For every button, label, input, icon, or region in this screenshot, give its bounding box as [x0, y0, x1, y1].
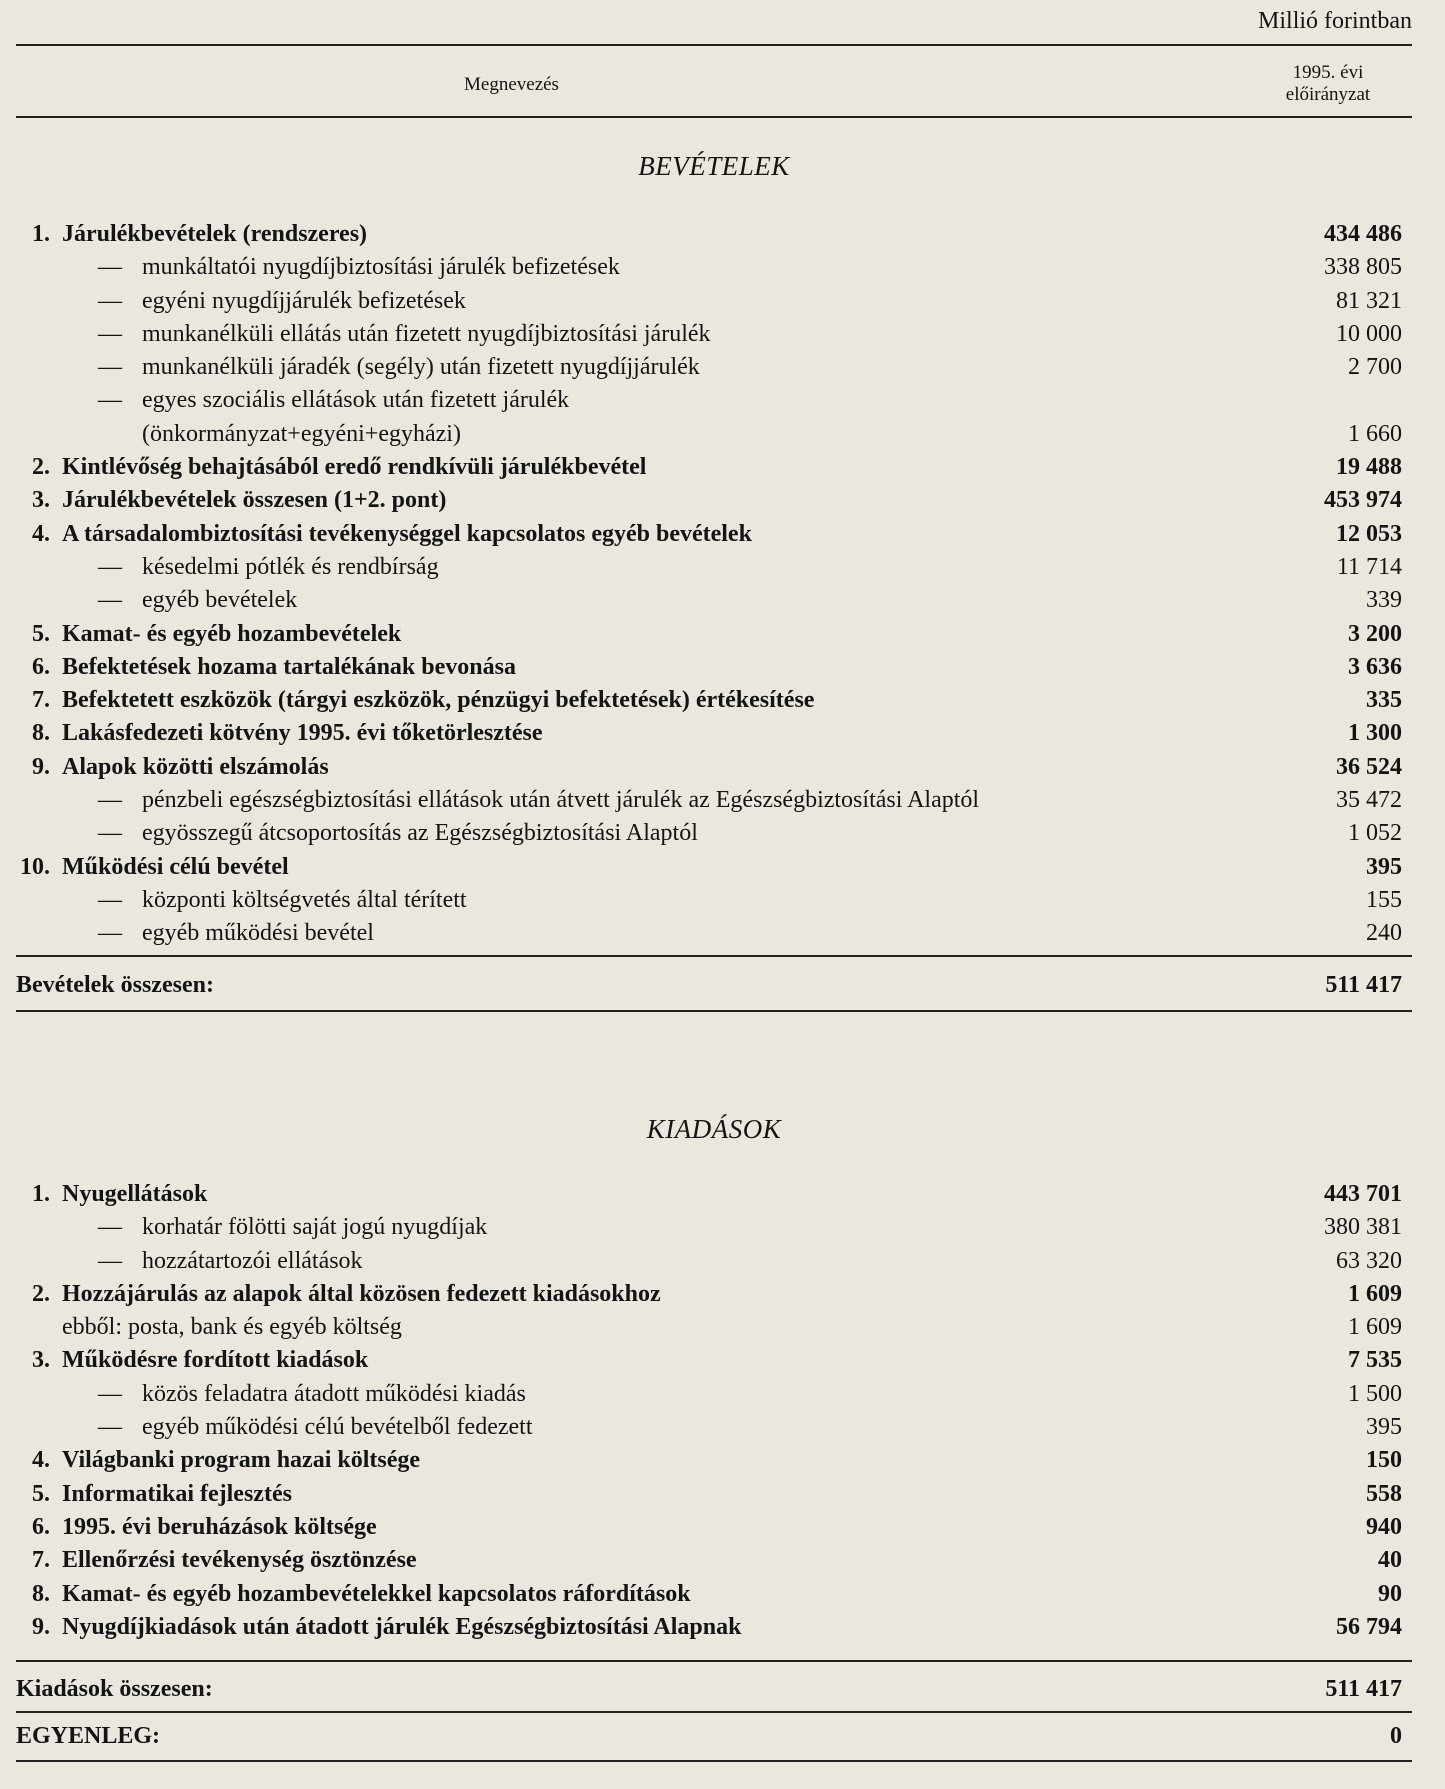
revenue-total-value: 511 417 [1325, 972, 1402, 998]
row-value: 3 636 [1348, 653, 1402, 680]
dash-marker: — [98, 886, 122, 913]
dash-marker: — [98, 820, 122, 847]
row-value: 940 [1366, 1513, 1402, 1540]
dash-marker: — [98, 387, 122, 414]
row-value: 380 381 [1324, 1214, 1402, 1241]
row-number: 6. [32, 653, 50, 680]
expenditure-total-value: 511 417 [1325, 1676, 1402, 1702]
row-value: 81 321 [1336, 287, 1402, 314]
row-number [16, 917, 50, 950]
dash-marker: — [98, 920, 122, 947]
row-label [50, 684, 1412, 717]
table-row [16, 584, 1412, 617]
section-title-expenditures: KIADÁSOK [646, 1114, 782, 1144]
row-number: 6. [32, 1513, 50, 1540]
row-value: 12 053 [1336, 520, 1402, 547]
row-number: 3. [32, 1347, 50, 1374]
row-label-text: Alapok közötti elszámolás [62, 753, 329, 780]
row-number: 7. [32, 687, 50, 714]
row-value: 395 [1366, 1414, 1402, 1441]
row-label-text: Hozzájárulás az alapok által közösen fedezett kiadásokhoz [62, 1280, 661, 1307]
table-row [16, 1245, 1412, 1278]
row-label [50, 1511, 1412, 1544]
row-label-text: egyes szociális ellátások után fizetett járulék [142, 387, 570, 414]
row-label-text: Működési célú bevétel [62, 853, 289, 880]
row-value: 7 535 [1348, 1347, 1402, 1374]
row-label-text: munkanélküli ellátás után fizetett nyugdíjbiztosítási járulék [142, 320, 711, 347]
table-row [16, 1211, 1412, 1244]
row-label [50, 1211, 1412, 1244]
row-label-text: hozzátartozói ellátások [142, 1247, 363, 1274]
row-label [50, 717, 1412, 750]
row-label [50, 817, 1412, 850]
row-number: 3. [32, 487, 50, 514]
row-label-text: munkanélküli járadék (segély) után fizetett nyugdíjjárulék [142, 354, 700, 381]
row-number [16, 1411, 50, 1444]
row-value: 150 [1366, 1447, 1402, 1474]
table-row [16, 1311, 1412, 1344]
row-value: 10 000 [1336, 320, 1402, 347]
row-number [16, 817, 50, 850]
row-value: 240 [1366, 920, 1402, 947]
table-row [16, 318, 1412, 351]
table-row [16, 1578, 1412, 1611]
row-number: 5. [32, 620, 50, 647]
dash-marker: — [98, 553, 122, 580]
row-value: 35 472 [1336, 787, 1402, 814]
row-number [16, 884, 50, 917]
table-row [16, 1178, 1412, 1211]
revenue-total-row [16, 969, 1412, 1001]
expenditure-total-row [16, 1673, 1412, 1705]
row-label [50, 1344, 1412, 1377]
row-value: 155 [1366, 886, 1402, 913]
dash-marker: — [98, 1247, 122, 1274]
row-number [16, 318, 50, 351]
dash-marker: — [98, 354, 122, 381]
revenue-total-bottom-rule [16, 1010, 1412, 1012]
row-value: 453 974 [1324, 487, 1402, 514]
row-label [50, 1311, 1412, 1344]
row-number [16, 784, 50, 817]
column-header-value [1268, 62, 1388, 106]
row-label [50, 1444, 1412, 1477]
table-row [16, 484, 1412, 517]
row-label [50, 451, 1412, 484]
row-value: 90 [1378, 1580, 1402, 1607]
row-label [50, 1278, 1412, 1311]
row-label-text: korhatár fölötti saját jogú nyugdíjak [142, 1214, 488, 1241]
row-label [50, 251, 1412, 284]
row-label-text: Járulékbevételek összesen (1+2. pont) [62, 487, 447, 514]
row-value: 63 320 [1336, 1247, 1402, 1274]
row-value: 1 609 [1348, 1280, 1402, 1307]
table-row [16, 351, 1412, 384]
row-label [50, 851, 1412, 884]
table-row [16, 384, 1412, 417]
row-label-text: egyéb bevételek [142, 587, 298, 614]
row-label [50, 518, 1412, 551]
row-label-text: munkáltatói nyugdíjbiztosítási járulék befizetések [142, 254, 620, 281]
row-value: 434 486 [1324, 221, 1402, 247]
dash-marker: — [98, 287, 122, 314]
row-label-text: központi költségvetés által térített [142, 886, 467, 913]
revenue-total-label: Bevételek összesen: [16, 972, 214, 998]
row-number: 4. [32, 1447, 50, 1474]
row-number [16, 251, 50, 284]
balance-value: 0 [1390, 1723, 1402, 1749]
row-label [50, 1578, 1412, 1611]
balance-bottom-rule [16, 1760, 1412, 1762]
dash-marker: — [98, 254, 122, 281]
row-number: 1. [32, 221, 50, 247]
row-label [50, 618, 1412, 651]
row-value: 2 700 [1348, 354, 1402, 381]
row-label-text: Kamat- és egyéb hozambevételek [62, 620, 402, 647]
row-label [50, 1378, 1412, 1411]
row-label-text: Világbanki program hazai költsége [62, 1447, 421, 1474]
dash-marker: — [98, 1414, 122, 1441]
row-label [50, 1611, 1412, 1644]
expenditure-total-bottom-rule [16, 1711, 1412, 1713]
row-label-text: közös feladatra átadott működési kiadás [142, 1380, 526, 1407]
row-value: 1 500 [1348, 1380, 1402, 1407]
row-value: 1 609 [1348, 1314, 1402, 1341]
table-row [16, 418, 1412, 451]
table-row [16, 218, 1412, 251]
row-label-text: Nyugdíjkiadások után átadott járulék Egészségbiztosítási Alapnak [62, 1613, 742, 1640]
row-label [50, 218, 1412, 251]
row-number: 4. [32, 520, 50, 547]
expenditure-total-label: Kiadások összesen: [16, 1676, 213, 1702]
row-label-text: egyösszegű átcsoportosítás az Egészségbiztosítási Alaptól [142, 820, 698, 847]
row-label [50, 384, 1412, 417]
row-number: 5. [32, 1480, 50, 1507]
row-value: 11 714 [1336, 553, 1402, 580]
balance-label: EGYENLEG: [16, 1723, 161, 1749]
row-label-text: egyéni nyugdíjjárulék befizetések [142, 287, 466, 314]
table-row [16, 1344, 1412, 1377]
row-value: 395 [1366, 853, 1402, 880]
table-row [16, 618, 1412, 651]
row-label-text: (önkormányzat+egyéni+egyházi) [142, 420, 461, 447]
column-header-line1: 1995. évi [1292, 62, 1364, 83]
table-row [16, 251, 1412, 284]
column-header-line2: előirányzat [1285, 84, 1371, 105]
row-number: 10. [20, 853, 50, 880]
row-value: 1 300 [1348, 720, 1402, 747]
expenditure-total-top-rule [16, 1660, 1412, 1662]
row-value: 19 488 [1336, 454, 1402, 481]
table-row [16, 684, 1412, 717]
row-label [50, 751, 1412, 784]
balance-row [16, 1720, 1412, 1752]
dash-marker: — [98, 320, 122, 347]
row-label-text: Nyugellátások [62, 1181, 208, 1207]
row-label [50, 1178, 1412, 1211]
table-row [16, 285, 1412, 318]
row-number [16, 1211, 50, 1244]
row-number: 8. [32, 720, 50, 747]
column-header-name: Megnevezés [464, 74, 559, 95]
row-label-text: ebből: posta, bank és egyéb költség [62, 1314, 402, 1341]
row-label-text: Befektetések hozama tartalékának bevonása [62, 653, 516, 680]
row-number: 2. [32, 454, 50, 481]
row-value: 558 [1366, 1480, 1402, 1507]
row-label-text: Járulékbevételek (rendszeres) [62, 221, 368, 247]
row-label [50, 484, 1412, 517]
table-row [16, 451, 1412, 484]
table-row [16, 1511, 1412, 1544]
row-label-text: Lakásfedezeti kötvény 1995. évi tőketörlesztése [62, 720, 543, 747]
row-label [50, 351, 1412, 384]
table-row [16, 518, 1412, 551]
row-number [16, 551, 50, 584]
row-value: 36 524 [1336, 753, 1402, 780]
header-rule [16, 116, 1412, 118]
table-row [16, 884, 1412, 917]
row-number [16, 285, 50, 318]
dash-marker: — [98, 787, 122, 814]
row-number [16, 351, 50, 384]
row-number [16, 384, 50, 417]
table-row [16, 717, 1412, 750]
row-number: 9. [32, 1613, 50, 1640]
row-label-text: Kamat- és egyéb hozambevételekkel kapcsolatos ráfordítások [62, 1580, 691, 1607]
expenditure-rows [16, 1178, 1412, 1644]
row-label [50, 917, 1412, 950]
table-row [16, 1611, 1412, 1644]
row-label [50, 1544, 1412, 1577]
section-title-revenues: BEVÉTELEK [638, 151, 790, 181]
row-value: 443 701 [1324, 1181, 1402, 1207]
row-label-text: pénzbeli egészségbiztosítási ellátások után átvett járulék az Egészségbiztosítási Alaptól [142, 787, 980, 814]
dash-marker: — [98, 1214, 122, 1241]
table-row [16, 651, 1412, 684]
row-number [16, 1311, 50, 1344]
row-label [50, 651, 1412, 684]
row-label [50, 884, 1412, 917]
row-number [16, 1378, 50, 1411]
row-label-text: késedelmi pótlék és rendbírság [142, 553, 439, 580]
row-number [16, 418, 50, 451]
table-row [16, 917, 1412, 950]
row-label [50, 1245, 1412, 1278]
row-number: 9. [32, 753, 50, 780]
table-row [16, 751, 1412, 784]
table-row [16, 1278, 1412, 1311]
table-row [16, 1444, 1412, 1477]
row-label [50, 418, 1412, 451]
row-label-text: egyéb működési bevétel [142, 920, 374, 947]
row-value: 3 200 [1348, 620, 1402, 647]
row-label [50, 784, 1412, 817]
row-label [50, 551, 1412, 584]
table-row [16, 1378, 1412, 1411]
row-label [50, 1411, 1412, 1444]
row-number: 2. [32, 1280, 50, 1307]
row-value: 338 805 [1324, 254, 1402, 281]
row-value: 1 052 [1348, 820, 1402, 847]
row-label-text: Ellenőrzési tevékenység ösztönzése [62, 1547, 417, 1574]
top-rule [16, 44, 1412, 46]
table-row [16, 784, 1412, 817]
row-label [50, 318, 1412, 351]
table-row [16, 1478, 1412, 1511]
row-label-text: Működésre fordított kiadások [62, 1347, 369, 1374]
row-value: 56 794 [1336, 1613, 1402, 1640]
row-label [50, 584, 1412, 617]
row-number [16, 1245, 50, 1278]
row-number: 7. [32, 1547, 50, 1574]
row-value: 335 [1366, 687, 1402, 714]
row-number [16, 584, 50, 617]
table-row [16, 1411, 1412, 1444]
row-label [50, 285, 1412, 318]
row-label-text: Befektetett eszközök (tárgyi eszközök, pénzügyi befektetések) értékesítése [62, 687, 815, 714]
row-value: 339 [1366, 587, 1402, 614]
row-number: 8. [32, 1580, 50, 1607]
row-label-text: 1995. évi beruházások költsége [62, 1513, 377, 1540]
row-number: 1. [32, 1181, 50, 1207]
row-value: 1 660 [1348, 420, 1402, 447]
dash-marker: — [98, 1380, 122, 1407]
row-label-text: egyéb működési célú bevételből fedezett [142, 1414, 533, 1441]
dash-marker: — [98, 587, 122, 614]
row-label-text: A társadalombiztosítási tevékenységgel kapcsolatos egyéb bevételek [62, 520, 752, 547]
table-row [16, 817, 1412, 850]
row-value: 40 [1378, 1547, 1402, 1574]
unit-label: Millió forintban [1258, 8, 1412, 34]
table-row [16, 1544, 1412, 1577]
row-label [50, 1478, 1412, 1511]
row-label-text: Informatikai fejlesztés [62, 1480, 292, 1507]
table-row [16, 551, 1412, 584]
revenue-rows [16, 218, 1412, 951]
revenue-total-top-rule [16, 955, 1412, 957]
row-label-text: Kintlévőség behajtásából eredő rendkívüli járulékbevétel [62, 454, 647, 481]
table-row [16, 851, 1412, 884]
